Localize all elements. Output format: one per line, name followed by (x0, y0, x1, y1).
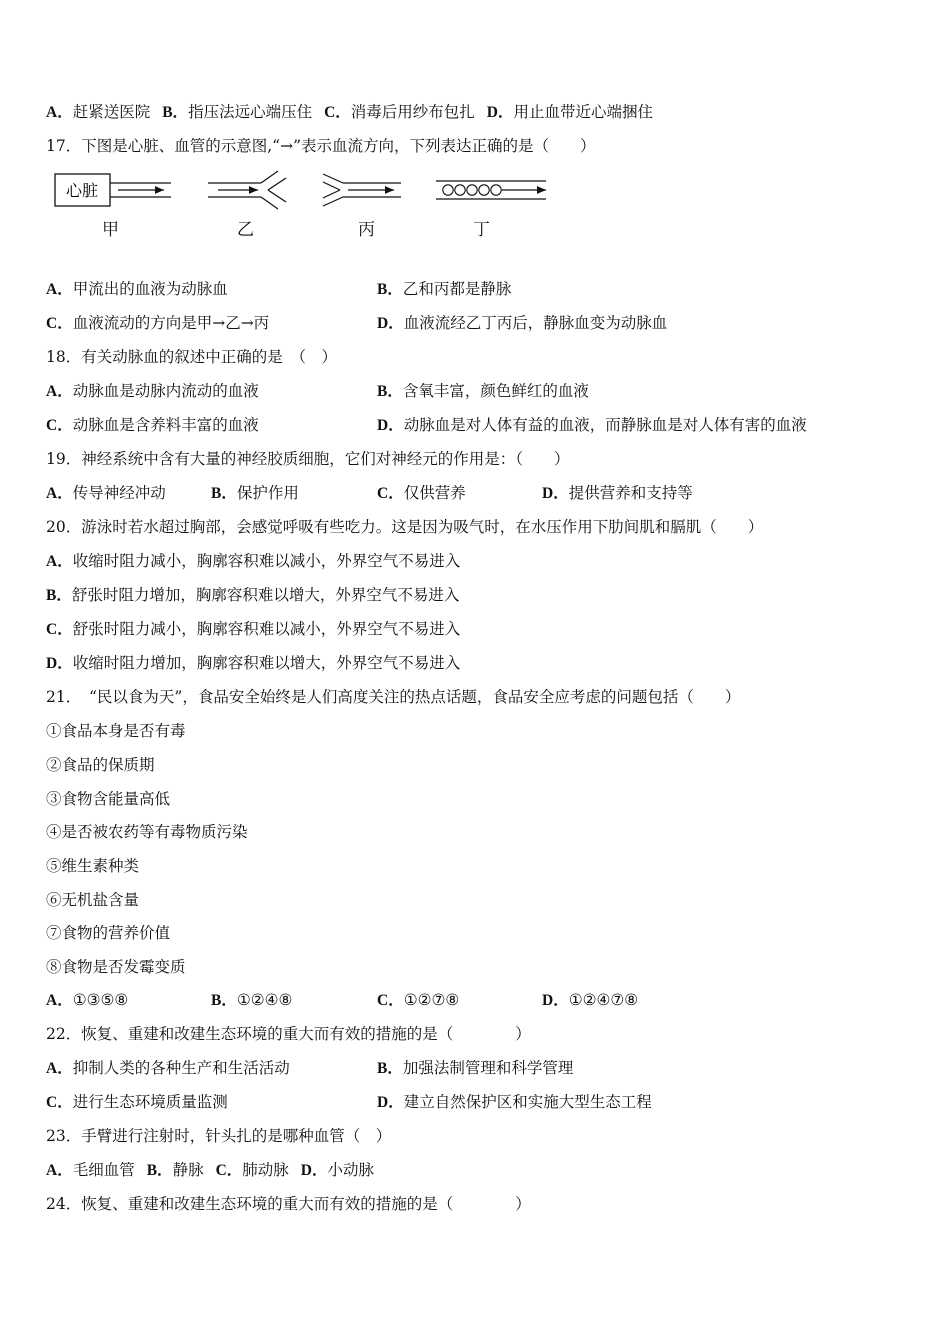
q23-options-row (46, 1160, 374, 1181)
q18-option-d[interactable]: D．动脉血是对人体有益的血液，而静脉血是对人体有害的血液 (377, 416, 807, 434)
q22-stem: 22．恢复、重建和改建生态环境的重大而有效的措施的是（ ） (46, 1025, 531, 1043)
q19-option-c[interactable]: C．仅供营养 (377, 484, 466, 502)
q18-option-c[interactable]: C．动脉血是含养料丰富的血液 (46, 416, 259, 434)
q18-option-b[interactable]: B．含氧丰富，颜色鲜红的血液 (377, 382, 589, 400)
blood-cell (479, 185, 489, 195)
vessel-ding (436, 181, 546, 199)
blood-cell (491, 185, 501, 195)
q21-stem: 21． “民以食为天”，食品安全始终是人们高度关注的热点话题，食品安全应考虑的问题包括（ ） (46, 688, 741, 706)
q23-option-c[interactable]: C．肺动脉 (215, 1161, 289, 1179)
q21-option-b[interactable]: B．①②④⑧ (211, 991, 293, 1009)
q21-item: ④是否被农药等有毒物质污染 (46, 823, 248, 841)
q21-item: ⑤维生素种类 (46, 857, 140, 875)
q20-option-a[interactable]: A．收缩时阻力减小，胸廓容积难以减小，外界空气不易进入 (46, 552, 461, 570)
heart-label: 心脏 (65, 181, 99, 200)
q21-option-c[interactable]: C．①②⑦⑧ (377, 991, 460, 1009)
label-yi: 乙 (237, 220, 254, 240)
q22-option-a[interactable]: A．抑制人类的各种生产和生活活动 (46, 1059, 290, 1077)
q20-option-c[interactable]: C．舒张时阻力减小，胸廓容积难以减小，外界空气不易进入 (46, 620, 461, 638)
q19-option-d[interactable]: D．提供营养和支持等 (542, 484, 693, 502)
q21-option-a[interactable]: A．①③⑤⑧ (46, 991, 129, 1009)
q23-stem: 23．手臂进行注射时，针头扎的是哪种血管（ ） (46, 1127, 392, 1145)
q16-option-d[interactable]: D．用止血带近心端捆住 (486, 103, 654, 121)
q17-option-b[interactable]: B．乙和丙都是静脉 (377, 280, 512, 298)
q17-stem: 17．下图是心脏、血管的示意图,“→”表示血流方向，下列表达正确的是（ ） (46, 137, 596, 155)
q21-item: ⑥无机盐含量 (46, 891, 140, 909)
q22-option-d[interactable]: D．建立自然保护区和实施大型生态工程 (377, 1093, 652, 1111)
q21-item: ②食品的保质期 (46, 756, 155, 774)
q24-stem: 24．恢复、重建和改建生态环境的重大而有效的措施的是（ ） (46, 1195, 531, 1213)
q20-stem: 20．游泳时若水超过胸部，会感觉呼吸有些吃力。这是因为吸气时，在水压作用下肋间肌和膈肌（ ） (46, 518, 764, 536)
q20-option-d[interactable]: D．收缩时阻力增加，胸廓容积难以增大，外界空气不易进入 (46, 654, 461, 672)
label-jia: 甲 (102, 220, 119, 240)
vessel-yi (208, 171, 286, 209)
q19-option-a[interactable]: A．传导神经冲动 (46, 484, 166, 502)
q23-option-b[interactable]: B．静脉 (146, 1161, 204, 1179)
q21-item: ⑧食物是否发霉变质 (46, 958, 186, 976)
q18-option-a[interactable]: A．动脉血是动脉内流动的血液 (46, 382, 259, 400)
q20-option-b[interactable]: B．舒张时阻力增加，胸廓容积难以增大，外界空气不易进入 (46, 586, 460, 604)
q16-option-b[interactable]: B．指压法远心端压住 (162, 103, 313, 121)
label-ding: 丁 (473, 220, 490, 240)
q21-option-d[interactable]: D．①②④⑦⑧ (542, 991, 639, 1009)
label-bing: 丙 (358, 220, 375, 240)
q17-diagram (46, 168, 566, 248)
blood-cell (455, 185, 465, 195)
q21-item: ⑦食物的营养价值 (46, 924, 171, 942)
q16-option-a[interactable]: A．赶紧送医院 (46, 103, 151, 121)
vessel-jia (55, 174, 171, 206)
q16-options-row (46, 102, 653, 123)
q16-option-c[interactable]: C．消毒后用纱布包扎 (324, 103, 475, 121)
q19-stem: 19．神经系统中含有大量的神经胶质细胞，它们对神经元的作用是：（ ） (46, 450, 570, 468)
q17-option-c[interactable]: C．血液流动的方向是甲→乙→丙 (46, 314, 270, 332)
q21-item: ③食物含能量高低 (46, 790, 171, 808)
q23-option-d[interactable]: D．小动脉 (300, 1161, 375, 1179)
q21-item: ①食品本身是否有毒 (46, 722, 186, 740)
q17-option-a[interactable]: A．甲流出的血液为动脉血 (46, 280, 228, 298)
q19-option-b[interactable]: B．保护作用 (211, 484, 299, 502)
q17-option-d[interactable]: D．血液流经乙丁丙后，静脉血变为动脉血 (377, 314, 668, 332)
q18-stem: 18．有关动脉血的叙述中正确的是 （ ） (46, 348, 337, 366)
q22-option-c[interactable]: C．进行生态环境质量监测 (46, 1093, 228, 1111)
blood-cell (467, 185, 477, 195)
blood-cell (443, 185, 453, 195)
vessel-bing (323, 174, 401, 206)
q22-option-b[interactable]: B．加强法制管理和科学管理 (377, 1059, 574, 1077)
q23-option-a[interactable]: A．毛细血管 (46, 1161, 135, 1179)
